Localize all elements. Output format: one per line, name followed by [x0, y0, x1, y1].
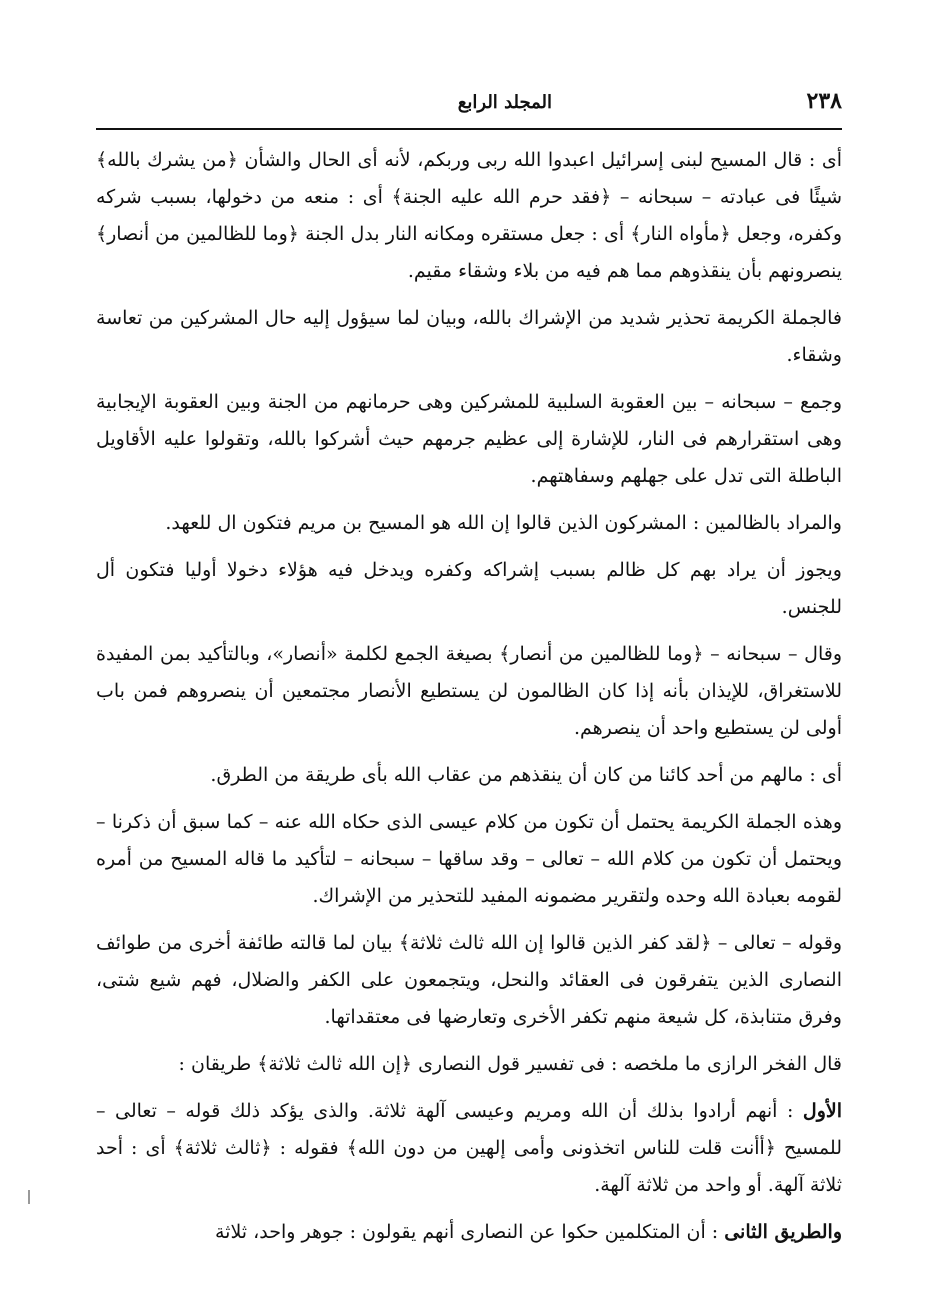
- paragraph: وقال – سبحانه – ﴿وما للظالمين من أنصار﴾ بصيغة الجمع لكلمة «أنصار»، وبالتأكيد بمن المفيدة للاستغراق، للإيذان بأنه إذا كان الظالمون لن يستطيع الأنصار مجتمعين أن ينصروهم فمن باب أولى لن يستطيع واحد أن ينصرهم.: [96, 643, 842, 739]
- scan-mark: [28, 1190, 30, 1204]
- header-rule: [96, 128, 842, 130]
- running-title: المجلد الرابع: [457, 92, 552, 113]
- page-header: [96, 78, 842, 126]
- paragraph: الأول : أنهم أرادوا بذلك أن الله ومريم وعيسى آلهة ثلاثة. والذى يؤكد ذلك قوله – تعالى – للمسيح ﴿أأنت قلت للناس اتخذونى وأمى إلهين من دون الله﴾ فقوله : ﴿ثالث ثلاثة﴾ أى : أحد ثلاثة آلهة. أو واحد من ثلاثة آلهة.: [96, 1100, 842, 1196]
- paragraph-lead: والطريق الثانى: [724, 1221, 842, 1243]
- body-text: [96, 142, 842, 1261]
- paragraph: أى : مالهم من أحد كائنا من كان أن ينقذهم من عقاب الله بأى طريقة من الطرق.: [210, 764, 842, 786]
- paragraph: وجمع – سبحانه – بين العقوبة السلبية للمشركين وهى حرمانهم من الجنة وبين العقوبة الإيجابية وهى استقرارهم فى النار، للإشارة إلى عظيم جرمهم حيث أشركوا بالله، وتقولوا عليه الأقاويل الباطلة التى تدل على جهلهم وسفاهتهم.: [96, 391, 842, 487]
- paragraph: أى : قال المسيح لبنى إسرائيل اعبدوا الله ربى وربكم، لأنه أى الحال والشأن ﴿من يشرك بالله﴾ شيئًا فى عبادته – سبحانه – ﴿فقد حرم الله عليه الجنة﴾ أى : منعه من دخولها، بسبب شركه وكفره، وجعل ﴿مأواه النار﴾ أى : جعل مستقره ومكانه النار بدل الجنة ﴿وما للظالمين من أنصار﴾ ينصرونهم بأن ينقذوهم مما هم فيه من بلاء وشقاء مقيم.: [96, 149, 842, 282]
- paragraph-lead: الأول: [802, 1100, 842, 1122]
- paragraph: قال الفخر الرازى ما ملخصه : فى تفسير قول النصارى ﴿إن الله ثالث ثلاثة﴾ طريقان :: [178, 1053, 842, 1075]
- paragraph: فالجملة الكريمة تحذير شديد من الإشراك بالله، وبيان لما سيؤول إليه حال المشركين من تعاسة وشقاء.: [96, 307, 842, 366]
- paragraph: وقوله – تعالى – ﴿لقد كفر الذين قالوا إن الله ثالث ثلاثة﴾ بيان لما قالته طائفة أخرى من طوائف النصارى الذين يتفرقون فى العقائد والنحل، ويتجمعون على الكفر والضلال، فهم شيع شتى، وفرق متنابذة، كل شيعة منهم تكفر الأخرى وتعارضها فى معتقداتها.: [96, 932, 842, 1028]
- paragraph: ويجوز أن يراد بهم كل ظالم بسبب إشراكه وكفره ويدخل فيه هؤلاء دخولا أوليا فتكون أل للجنس.: [96, 559, 842, 618]
- paragraph: والطريق الثانى : أن المتكلمين حكوا عن النصارى أنهم يقولون : جوهر واحد، ثلاثة: [214, 1221, 842, 1243]
- paragraph: والمراد بالظالمين : المشركون الذين قالوا إن الله هو المسيح بن مريم فتكون ال للعهد.: [165, 512, 842, 534]
- page-number: ٢٣٨: [806, 88, 842, 114]
- paragraph: وهذه الجملة الكريمة يحتمل أن تكون من كلام عيسى الذى حكاه الله عنه – كما سبق أن ذكرنا – ويحتمل أن تكون من كلام الله – تعالى – وقد ساقها – سبحانه – لتأكيد ما قاله المسيح من أمره لقومه بعبادة الله وحده ولتقرير مضمونه المفيد للتحذير من الإشراك.: [96, 811, 842, 907]
